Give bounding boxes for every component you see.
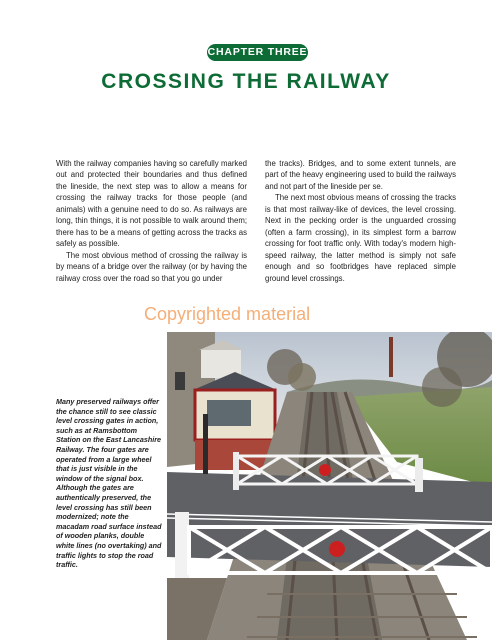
paragraph: The most obvious method of crossing the railway is by means of a bridge over the railway (or by having the railway cross over the road so that you go under bbox=[56, 250, 247, 283]
level-crossing-photo bbox=[167, 332, 492, 640]
paragraph: the tracks). Bridges, and to some extent tunnels, are part of the heavy engineering used to build the railways and not part of the lineside per se. bbox=[265, 159, 456, 191]
body-column-right bbox=[265, 158, 456, 284]
paragraph: With the railway companies having so carefully marked out and protected their boundaries and thus defined the lineside, the next step was to allow a means for crossing the railway tracks for those people (and animals) with a genuine need to do so. As railways are long, thin things, it is not possible to walk around them; there has to be a means of getting across the tracks as safely as possible. bbox=[56, 159, 247, 249]
photo-caption: Many preserved railways offer the chance still to see classic level crossing gates in action, such as at Ramsbottom Station on the East Lancashire Railway. The four gates are operated from a large wheel that is just visible in the window of the signal box. Although the gates are authentically preserved, the level crossing has still been modernized; note the macadam road surface instead of wooden planks, double white lines (no overtaking) and traffic lights to stop the road traffic. bbox=[56, 397, 162, 570]
body-column-left bbox=[56, 158, 247, 284]
chapter-label: CHAPTER THREE bbox=[207, 44, 308, 61]
copyright-watermark: Copyrighted material bbox=[144, 304, 311, 324]
paragraph: The next most obvious means of crossing the tracks is that most railway-like of devices, the level crossing. Next in the pecking order is the unguarded crossing (often a farm crossing), in its simplest form a barrow crossing for foot traffic only. With today's modern high-speed railway, the latter method is simply not safe enough and so footbridges have replaced simple ground level crossings. bbox=[265, 193, 456, 283]
page-title: CROSSING THE RAILWAY bbox=[101, 70, 391, 93]
